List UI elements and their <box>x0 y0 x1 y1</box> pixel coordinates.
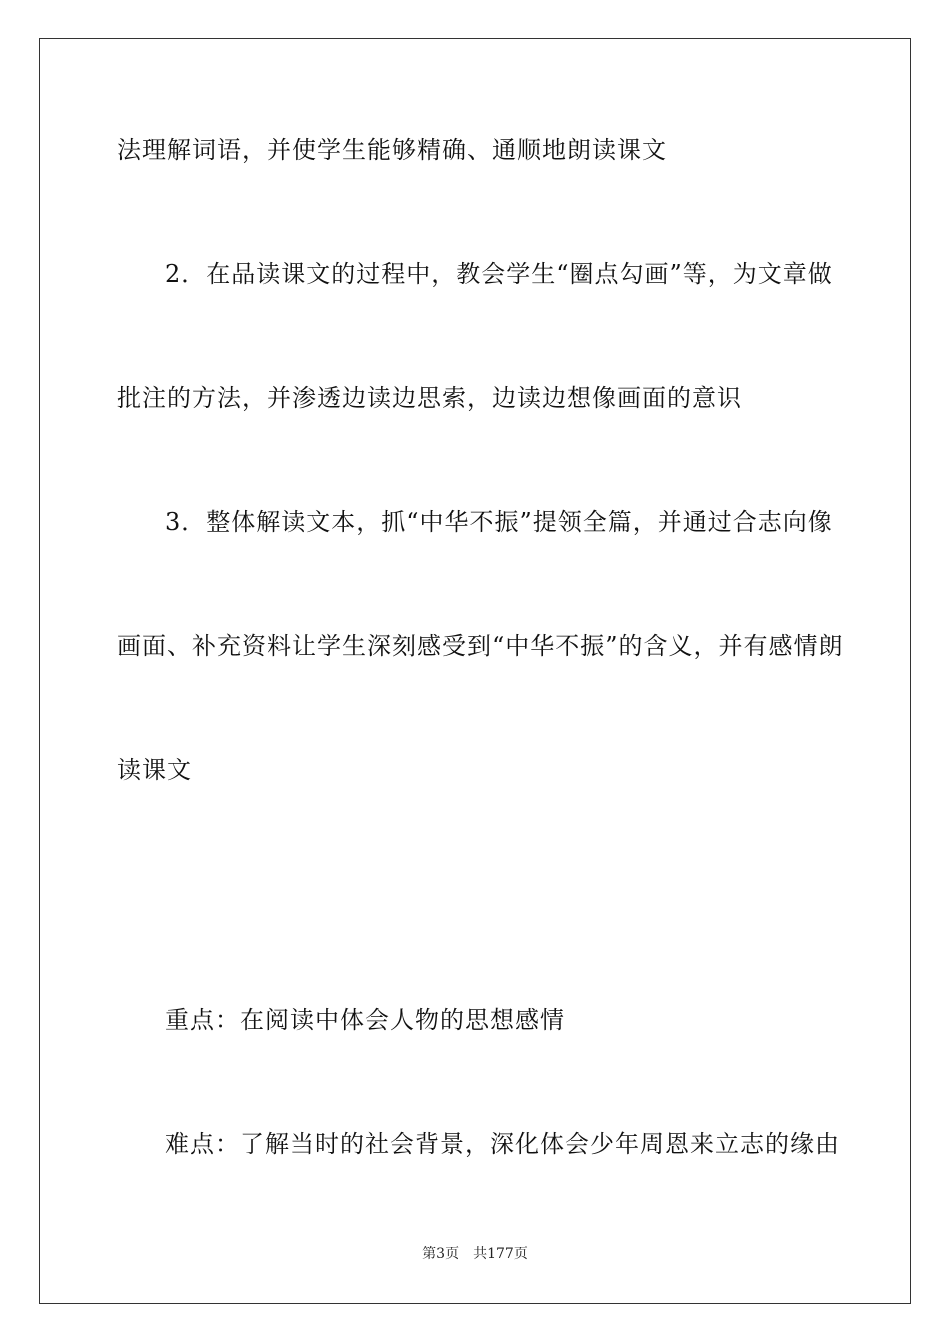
text-line-6: 读课文 <box>117 756 192 784</box>
page-border <box>39 38 911 1304</box>
text-line-2: 2．在品读课文的过程中，教会学生“圈点勾画”等，为文章做 <box>165 260 833 288</box>
text-line-5: 画面、补充资料让学生深刻感受到“中华不振”的含义，并有感情朗 <box>117 632 844 660</box>
text-line-1: 法理解词语，并使学生能够精确、通顺地朗读课文 <box>117 136 667 164</box>
text-line-3: 批注的方法，并渗透边读边思索，边读边想像画面的意识 <box>117 384 742 412</box>
page-footer <box>0 1245 950 1263</box>
text-line-4: 3．整体解读文本，抓“中华不振”提领全篇，并通过合志向像 <box>165 508 833 536</box>
current-page-label: 第3页 <box>422 1246 460 1262</box>
difficulty-line: 难点：了解当时的社会背景，深化体会少年周恩来立志的缘由 <box>165 1130 840 1158</box>
key-point-line: 重点：在阅读中体会人物的思想感情 <box>165 1006 565 1034</box>
total-pages-label: 共177页 <box>473 1246 528 1262</box>
